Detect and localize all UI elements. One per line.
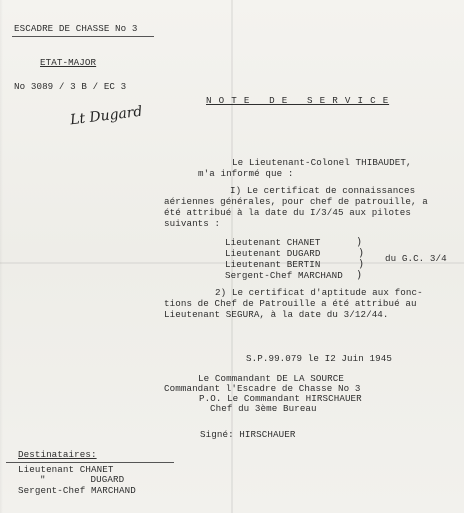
signature-line-1: Le Commandant DE LA SOURCE [198,373,344,384]
pilot-2: Lieutenant DUGARD [225,248,321,259]
pilot-3: Lieutenant BERTIN [225,259,321,270]
brace-3: ) [359,257,364,270]
paragraph-2-line-3: Lieutenant SEGURA, à la date du 3/12/44. [164,309,389,320]
signature-line-4: Chef du 3ème Bureau [210,403,317,414]
paragraph-1-line-4: suivants : [164,218,221,229]
paragraph-2-line-2: tions de Chef de Patrouille a été attribué au [164,298,417,309]
recipients-underline [6,462,174,463]
recipient-3: Sergent-Chef MARCHAND [18,485,136,496]
signature-line-3: P.O. Le Commandant HIRSCHAUER [199,393,362,404]
pilot-4: Sergent-Chef MARCHAND [225,270,343,281]
signature-line-2: Commandant l'Escadre de Chasse No 3 [164,383,361,394]
unit-heading: ESCADRE DE CHASSE No 3 [14,23,138,34]
paragraph-1-line-2: aériennes générales, pour chef de patrouille, a [164,196,428,207]
intro-line-2: m'a informé que : [198,168,294,179]
recipient-1: Lieutenant CHANET [18,464,114,475]
recipient-2: " DUGARD [40,474,125,485]
brace-1: ) [357,235,362,248]
handwritten-annotation: Lt Dugard [69,103,144,129]
staff-heading: ETAT-MAJOR [40,57,97,68]
paragraph-1-line-3: été attribué à la date du I/3/45 aux pilotes [164,207,411,218]
paragraph-2-line-1: 2) Le certificat d'aptitude aux fonc- [215,287,423,298]
brace-2: ) [359,246,364,259]
unit-heading-underline [12,36,154,37]
paragraph-1-line-1: I) Le certificat de connaissances [230,185,416,196]
document-title: N O T E D E S E R V I C E [206,95,390,106]
reference-number: No 3089 / 3 B / EC 3 [14,81,127,92]
intro-line-1: Le Lieutenant-Colonel THIBAUDET, [232,157,412,168]
recipients-heading: Destinataires: [18,449,97,460]
date-place: S.P.99.079 le I2 Juin 1945 [246,353,392,364]
brace-4: ) [357,268,362,281]
group-designation: du G.C. 3/4 [385,253,447,264]
pilot-1: Lieutenant CHANET [225,237,321,248]
signed-by: Signé: HIRSCHAUER [200,429,296,440]
